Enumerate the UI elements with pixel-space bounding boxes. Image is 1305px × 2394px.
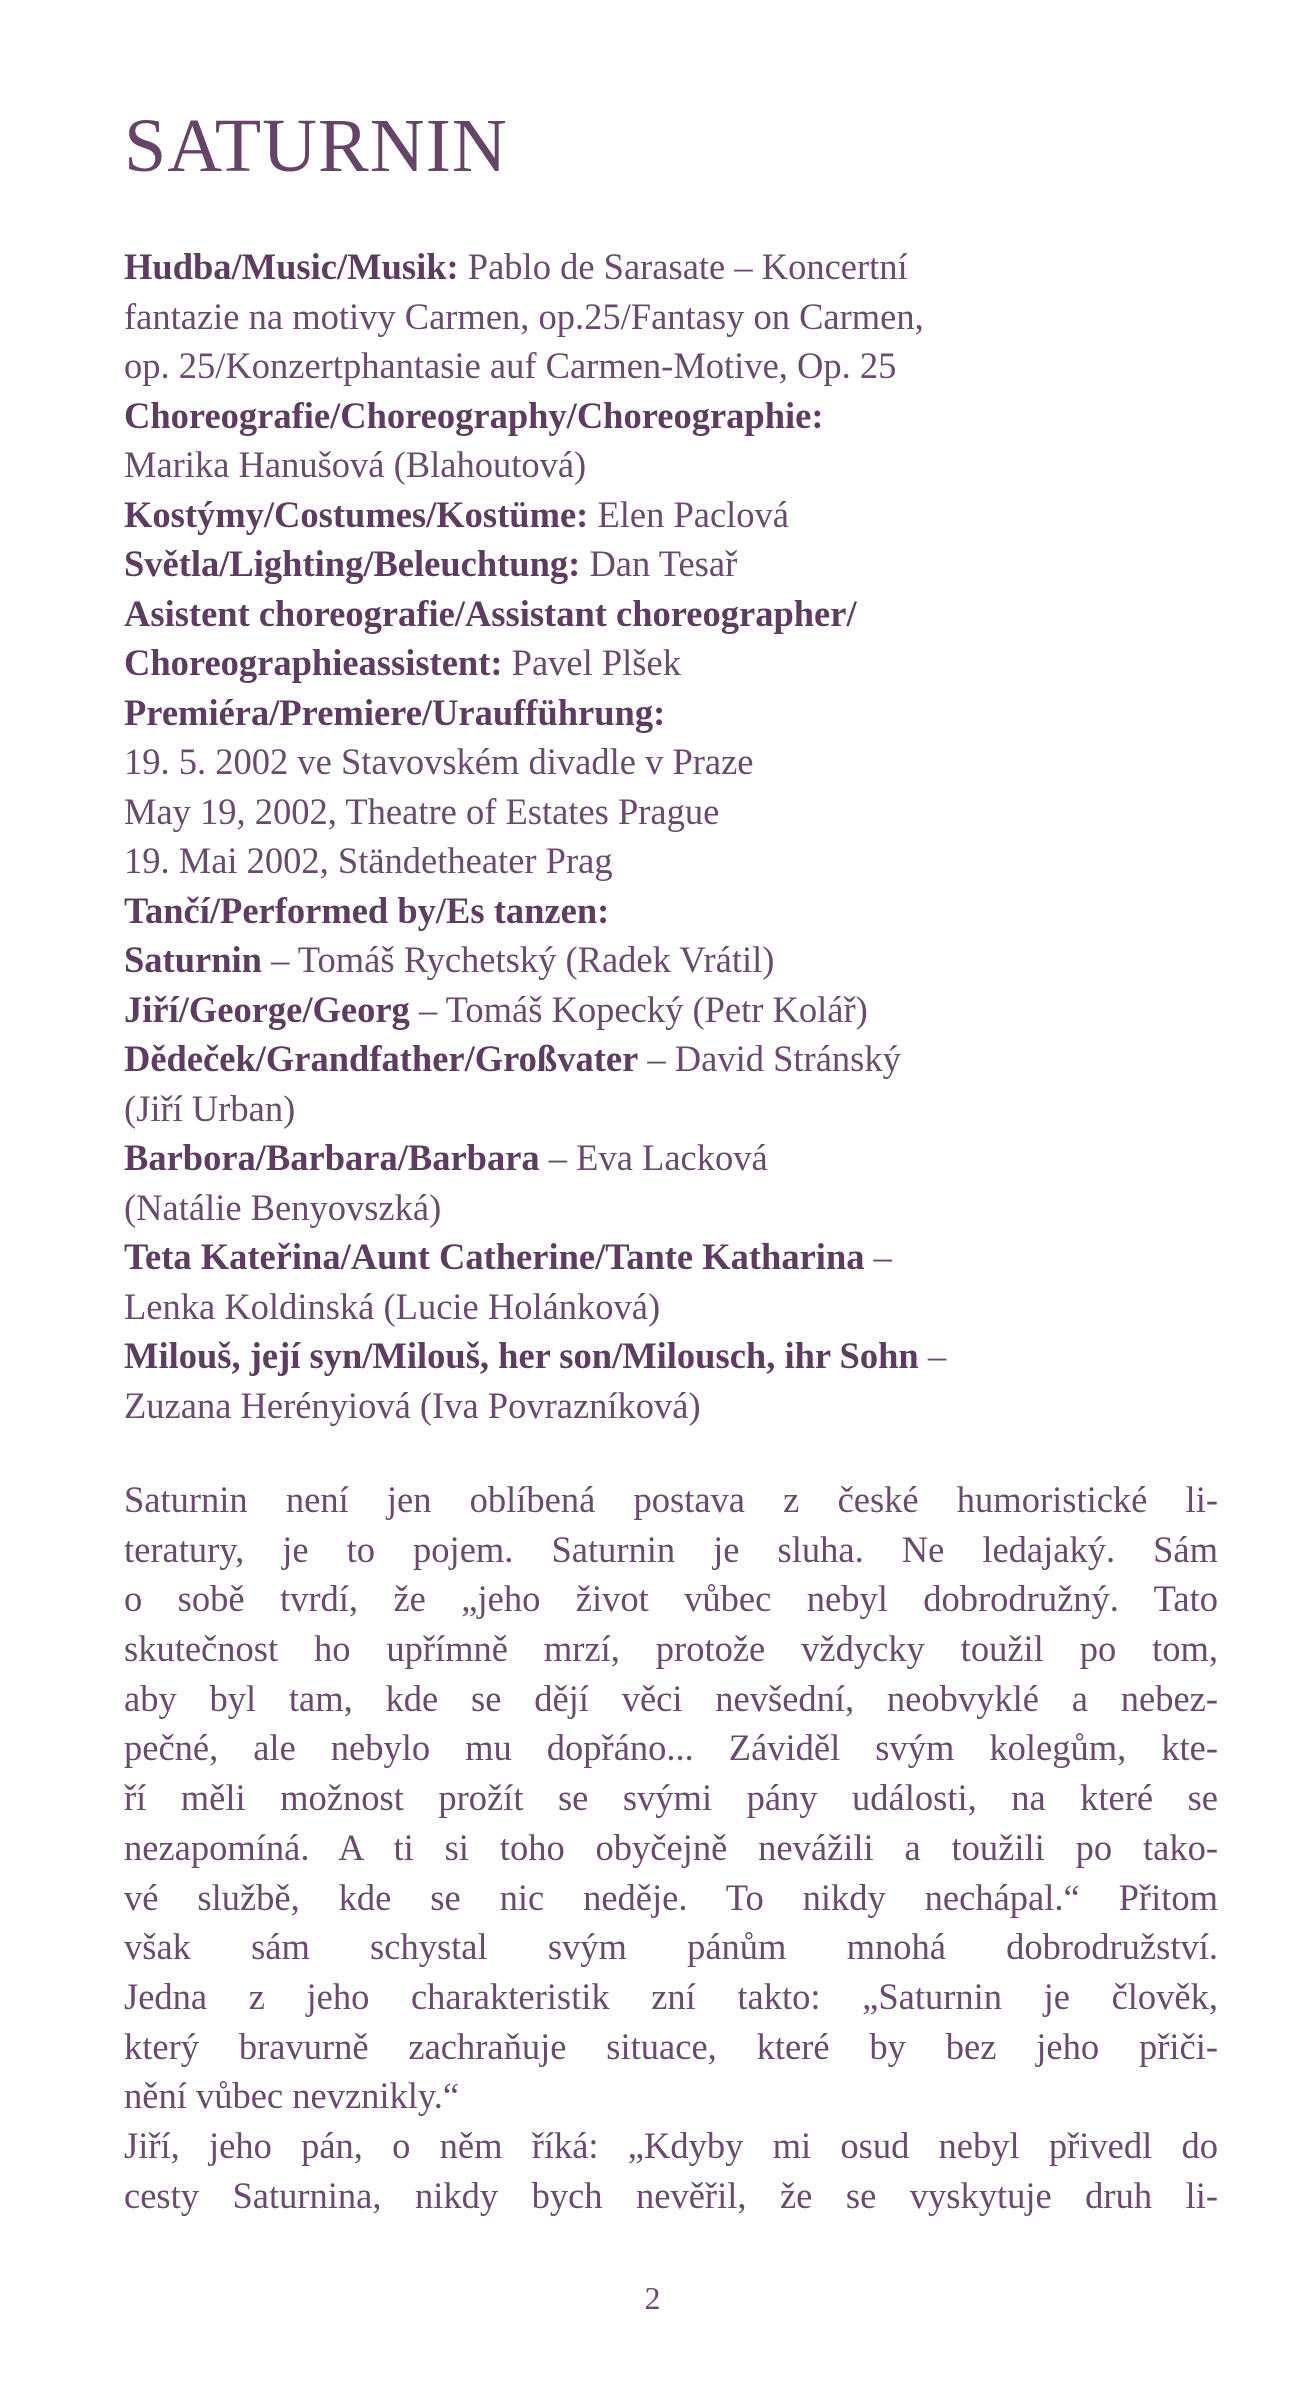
body-line: pečné, ale nebylo mu dopřáno... Záviděl svým kolegům, kte- — [124, 1727, 1218, 1769]
credit-line — [124, 1183, 1204, 1233]
credits-block — [124, 242, 1204, 1430]
credit-line — [124, 440, 1204, 490]
credit-value: Zuzana Herényiová (Iva Povrazníková) — [124, 1384, 701, 1426]
credit-line — [124, 787, 1204, 837]
credit-value: – — [918, 1335, 947, 1376]
credit-line — [124, 1034, 1204, 1084]
credit-value: Pavel Plšek — [502, 642, 681, 683]
page-number: 2 — [644, 2280, 661, 2316]
credit-label: Kostýmy/Costumes/Kostüme: — [124, 493, 589, 535]
credit-label: Premiéra/Premiere/Uraufführung: — [124, 691, 666, 733]
credit-line — [124, 490, 1204, 540]
credit-line — [124, 589, 1204, 639]
credit-value: – — [864, 1236, 892, 1277]
credit-value: – Tomáš Kopecký (Petr Kolář) — [409, 988, 868, 1030]
credit-value: (Natálie Benyovszká) — [124, 1186, 442, 1228]
body-line: skutečnost ho upřímně mrzí, protože vždycky toužil po tom, — [124, 1628, 1218, 1670]
body-line: ří měli možnost prožít se svými pány události, na které se — [124, 1777, 1218, 1819]
body-line: Jiří, jeho pán, o něm říká: „Kdyby mi osud nebyl přivedl do — [124, 2124, 1218, 2166]
credit-line — [124, 242, 1204, 292]
body-line: však sám schystal svým pánům mnohá dobrodružství. — [124, 1926, 1218, 1968]
credit-value: Dan Tesař — [580, 543, 738, 584]
credit-label: Jiří/George/Georg — [124, 988, 410, 1030]
credit-value: – Eva Lacková — [539, 1137, 768, 1178]
credit-line — [124, 1133, 1204, 1183]
credit-label: Světla/Lighting/Beleuchtung: — [124, 543, 581, 584]
credit-value: (Jiří Urban) — [124, 1087, 296, 1129]
body-line: nezapomíná. A ti si toho obyčejně nevážili a toužili po tako- — [124, 1826, 1218, 1868]
credit-label: Milouš, její syn/Milouš, her son/Milousch, ihr Sohn — [124, 1335, 919, 1376]
body-paragraph — [124, 1475, 1218, 2220]
credit-line — [124, 391, 1204, 441]
credit-label: Dědeček/Grandfather/Großvater — [124, 1038, 639, 1079]
credit-line — [124, 836, 1204, 886]
credit-line — [124, 935, 1204, 985]
credit-value: Marika Hanušová (Blahoutová) — [124, 444, 587, 485]
credit-label: Choreografie/Choreography/Choreographie: — [124, 394, 824, 436]
credit-value: – Tomáš Rychetský (Radek Vrátil) — [261, 939, 775, 980]
credit-line — [124, 1331, 1204, 1381]
credit-value: Elen Paclová — [588, 493, 790, 535]
body-line: který bravurně zachraňuje situace, které by bez jeho přiči- — [124, 2025, 1218, 2067]
credit-line — [124, 688, 1204, 738]
body-line: vé službě, kde se nic neděje. To nikdy nechápal.“ Přitom — [124, 1876, 1218, 1918]
body-line: cesty Saturnina, nikdy bych nevěřil, že se vyskytuje druh li- — [124, 2174, 1218, 2216]
credit-value: op. 25/Konzertphantasie auf Carmen-Motive, Op. 25 — [124, 345, 897, 386]
credit-value: May 19, 2002, Theatre of Estates Prague — [124, 790, 720, 832]
body-line: Saturnin není jen oblíbená postava z české humoristické li- — [124, 1479, 1218, 1520]
credit-value: Pablo de Sarasate – Koncertní — [458, 246, 908, 287]
credit-line — [124, 1282, 1204, 1332]
credit-label: Choreographieassistent: — [124, 642, 503, 683]
credit-line — [124, 341, 1204, 391]
credit-value: 19. 5. 2002 ve Stavovském divadle v Praze — [124, 741, 754, 782]
credit-label: Tančí/Performed by/Es tanzen: — [124, 889, 610, 931]
body-line: teratury, je to pojem. Saturnin je sluha. Ne ledajaký. Sám — [124, 1528, 1218, 1570]
credit-line — [124, 1232, 1204, 1282]
credit-label: Hudba/Music/Musik: — [124, 246, 459, 287]
body-line: o sobě tvrdí, že „jeho život vůbec nebyl dobrodružný. Tato — [124, 1578, 1218, 1620]
credit-line — [124, 539, 1204, 589]
credit-line — [124, 1381, 1204, 1431]
credit-label: Teta Kateřina/Aunt Catherine/Tante Katharina — [124, 1236, 865, 1277]
body-line: aby byl tam, kde se dějí věci nevšední, neobvyklé a nebez- — [124, 1677, 1218, 1719]
body-line: Jedna z jeho charakteristik zní takto: „Saturnin je člověk, — [124, 1975, 1218, 2017]
credit-line — [124, 737, 1204, 787]
credit-line — [124, 1084, 1204, 1134]
credit-line — [124, 292, 1204, 342]
page-title: SATURNIN — [124, 104, 508, 188]
credit-line — [124, 886, 1204, 936]
credit-value: – David Stránský — [638, 1038, 901, 1079]
credit-line — [124, 638, 1204, 688]
credit-label: Saturnin — [124, 939, 262, 980]
credit-label: Asistent choreografie/Assistant choreographer/ — [124, 592, 857, 634]
credit-value: fantazie na motivy Carmen, op.25/Fantasy on Carmen, — [124, 295, 924, 337]
credit-value: Lenka Koldinská (Lucie Holánková) — [124, 1285, 661, 1327]
credit-line — [124, 985, 1204, 1035]
credit-label: Barbora/Barbara/Barbara — [124, 1137, 540, 1178]
credit-value: 19. Mai 2002, Ständetheater Prag — [124, 840, 613, 881]
body-line: nění vůbec nevznikly.“ — [124, 2075, 460, 2117]
